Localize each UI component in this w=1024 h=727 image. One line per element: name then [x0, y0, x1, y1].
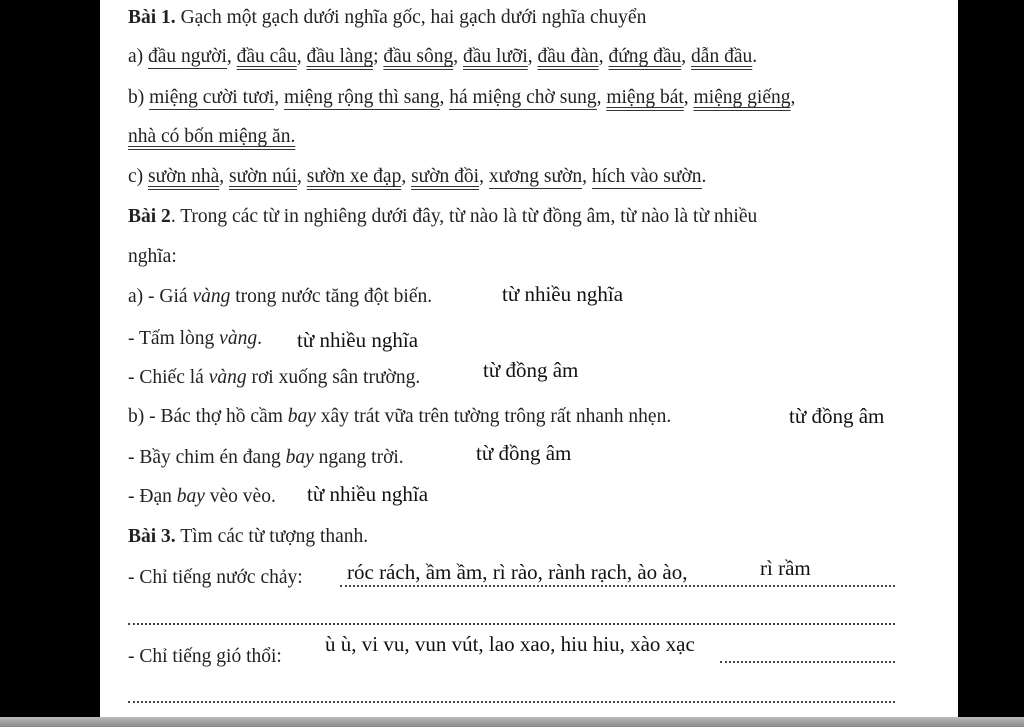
water-answer-extra: rì rầm	[760, 556, 811, 580]
item-text: xây trát vữa trên tường trông rất nhanh nhẹn.	[315, 406, 672, 427]
bai3-wind-label: - Chỉ tiếng gió thổi:	[128, 646, 282, 667]
separator: ;	[373, 46, 384, 67]
item-text: trong nước tăng đột biến.	[230, 286, 433, 307]
item-text: vèo vèo.	[204, 486, 276, 507]
word-dan-dau: dẫn đầu	[691, 46, 753, 67]
separator: ,	[683, 87, 694, 108]
separator: ,	[439, 87, 450, 108]
word-mieng-bat: miệng bát	[606, 87, 684, 108]
separator: .	[752, 46, 758, 67]
bai2-instruction: . Trong các từ in nghiêng dưới đây, từ nào là từ đồng âm, từ nào là từ nhiều	[170, 206, 758, 227]
separator: ,	[479, 166, 489, 187]
bai2-item-1	[128, 285, 432, 309]
bai1-c-label: c)	[128, 166, 149, 187]
word-suon-nui: sườn núi	[229, 166, 298, 187]
separator: ,	[401, 166, 412, 187]
bai1-c-line	[128, 165, 706, 189]
answer-3: từ đồng âm	[483, 358, 579, 382]
bai2-heading	[128, 205, 757, 229]
bai1-b-line	[128, 86, 795, 110]
word-hich-vao-suon: hích vào sườn	[591, 166, 702, 187]
answer-1: từ nhiều nghĩa	[502, 282, 624, 306]
bai3-water-label: - Chỉ tiếng nước chảy:	[128, 567, 303, 588]
word-suon-nha: sườn nhà	[148, 166, 220, 187]
bai1-b-line2	[128, 125, 295, 149]
bai3-title: Bài 3.	[128, 526, 176, 547]
word-mieng-gieng: miệng giếng	[693, 87, 791, 108]
word-mieng-rong: miệng rộng thì sang	[284, 87, 440, 108]
item-text: a) - Giá	[128, 286, 193, 307]
italic-word: bay	[287, 406, 316, 427]
bai1-a-label: a)	[128, 46, 149, 67]
bai2-item-6	[128, 485, 276, 509]
italic-word: bay	[285, 447, 314, 468]
answer-dotted-line	[340, 585, 895, 587]
answer-6: từ nhiều nghĩa	[307, 482, 429, 506]
item-text: - Bầy chim én đang	[128, 447, 286, 468]
separator: ,	[226, 46, 237, 67]
italic-word: vàng	[219, 328, 258, 349]
bai1-b-label: b)	[128, 87, 150, 108]
bai2-title: Bài 2	[128, 206, 171, 227]
separator: ,	[598, 46, 609, 67]
word-dau-lang: đầu làng	[306, 46, 374, 67]
word-suon-doi: sườn đồi	[411, 166, 480, 187]
separator: ,	[219, 166, 230, 187]
word-ha-mieng: há miệng chờ sung	[449, 87, 597, 108]
word-dung-dau: đứng đầu	[608, 46, 682, 67]
separator: ,	[582, 166, 592, 187]
item-text: - Tấm lòng	[128, 328, 220, 349]
bai2-item-5	[128, 446, 404, 470]
word-nha-co-bon-mieng: nhà có bốn miệng ăn.	[128, 126, 296, 147]
bai2-instruction-cont: nghĩa:	[128, 246, 177, 267]
word-dau-nguoi: đầu người	[148, 46, 227, 67]
word-xuong-suon: xương sườn	[488, 166, 583, 187]
answer-dotted-line	[720, 661, 895, 663]
water-answer: róc rách, ầm ầm, rì rào, rành rạch, ào ào,	[347, 560, 688, 584]
answer-dotted-line	[128, 623, 895, 625]
worksheet-page	[100, 0, 958, 727]
separator: ,	[527, 46, 538, 67]
bai2-heading-line2	[128, 245, 177, 269]
bai1-instruction: Gạch một gạch dưới nghĩa gốc, hai gạch dưới nghĩa chuyển	[175, 7, 647, 28]
separator: .	[701, 166, 707, 187]
bai1-a-line	[128, 45, 757, 69]
italic-word: bay	[176, 486, 205, 507]
bai2-item-3	[128, 366, 420, 390]
bai1-title: Bài 1.	[128, 7, 176, 28]
word-dau-cau: đầu câu	[236, 46, 297, 67]
item-text: - Đạn	[128, 486, 177, 507]
word-dau-song: đầu sông	[383, 46, 454, 67]
scan-edge	[0, 717, 1024, 727]
item-text: rơi xuống sân trường.	[246, 367, 421, 388]
bai2-item-4	[128, 405, 671, 429]
answer-4: từ đồng âm	[789, 404, 885, 428]
item-text: ngang trời.	[313, 447, 404, 468]
bai3-heading	[128, 525, 368, 549]
separator: ,	[453, 46, 463, 67]
bai1-heading	[128, 6, 646, 30]
word-suon-xe-dap: sườn xe đạp	[306, 166, 402, 187]
separator: ,	[790, 87, 796, 108]
word-dau-luoi: đầu lưỡi	[463, 46, 528, 67]
word-mieng-cuoi-tuoi: miệng cười tươi	[149, 87, 275, 108]
separator: ,	[274, 87, 285, 108]
answer-2: từ nhiều nghĩa	[297, 328, 419, 352]
separator: ,	[297, 166, 307, 187]
bai2-item-2	[128, 327, 262, 351]
item-text: - Chiếc lá	[128, 367, 209, 388]
wind-answer: ù ù, vi vu, vun vút, lao xao, hiu hiu, xào xạc	[325, 632, 695, 656]
separator: ,	[596, 87, 607, 108]
item-text: .	[257, 328, 262, 349]
italic-word: vàng	[192, 286, 231, 307]
answer-dotted-line	[128, 701, 895, 703]
bai3-instruction: Tìm các từ tượng thanh.	[175, 526, 369, 547]
separator: ,	[681, 46, 692, 67]
word-dau-dan: đầu đàn	[537, 46, 599, 67]
separator: ,	[296, 46, 307, 67]
italic-word: vàng	[208, 367, 247, 388]
answer-5: từ đồng âm	[476, 441, 572, 465]
item-text: b) - Bác thợ hồ cầm	[128, 406, 288, 427]
